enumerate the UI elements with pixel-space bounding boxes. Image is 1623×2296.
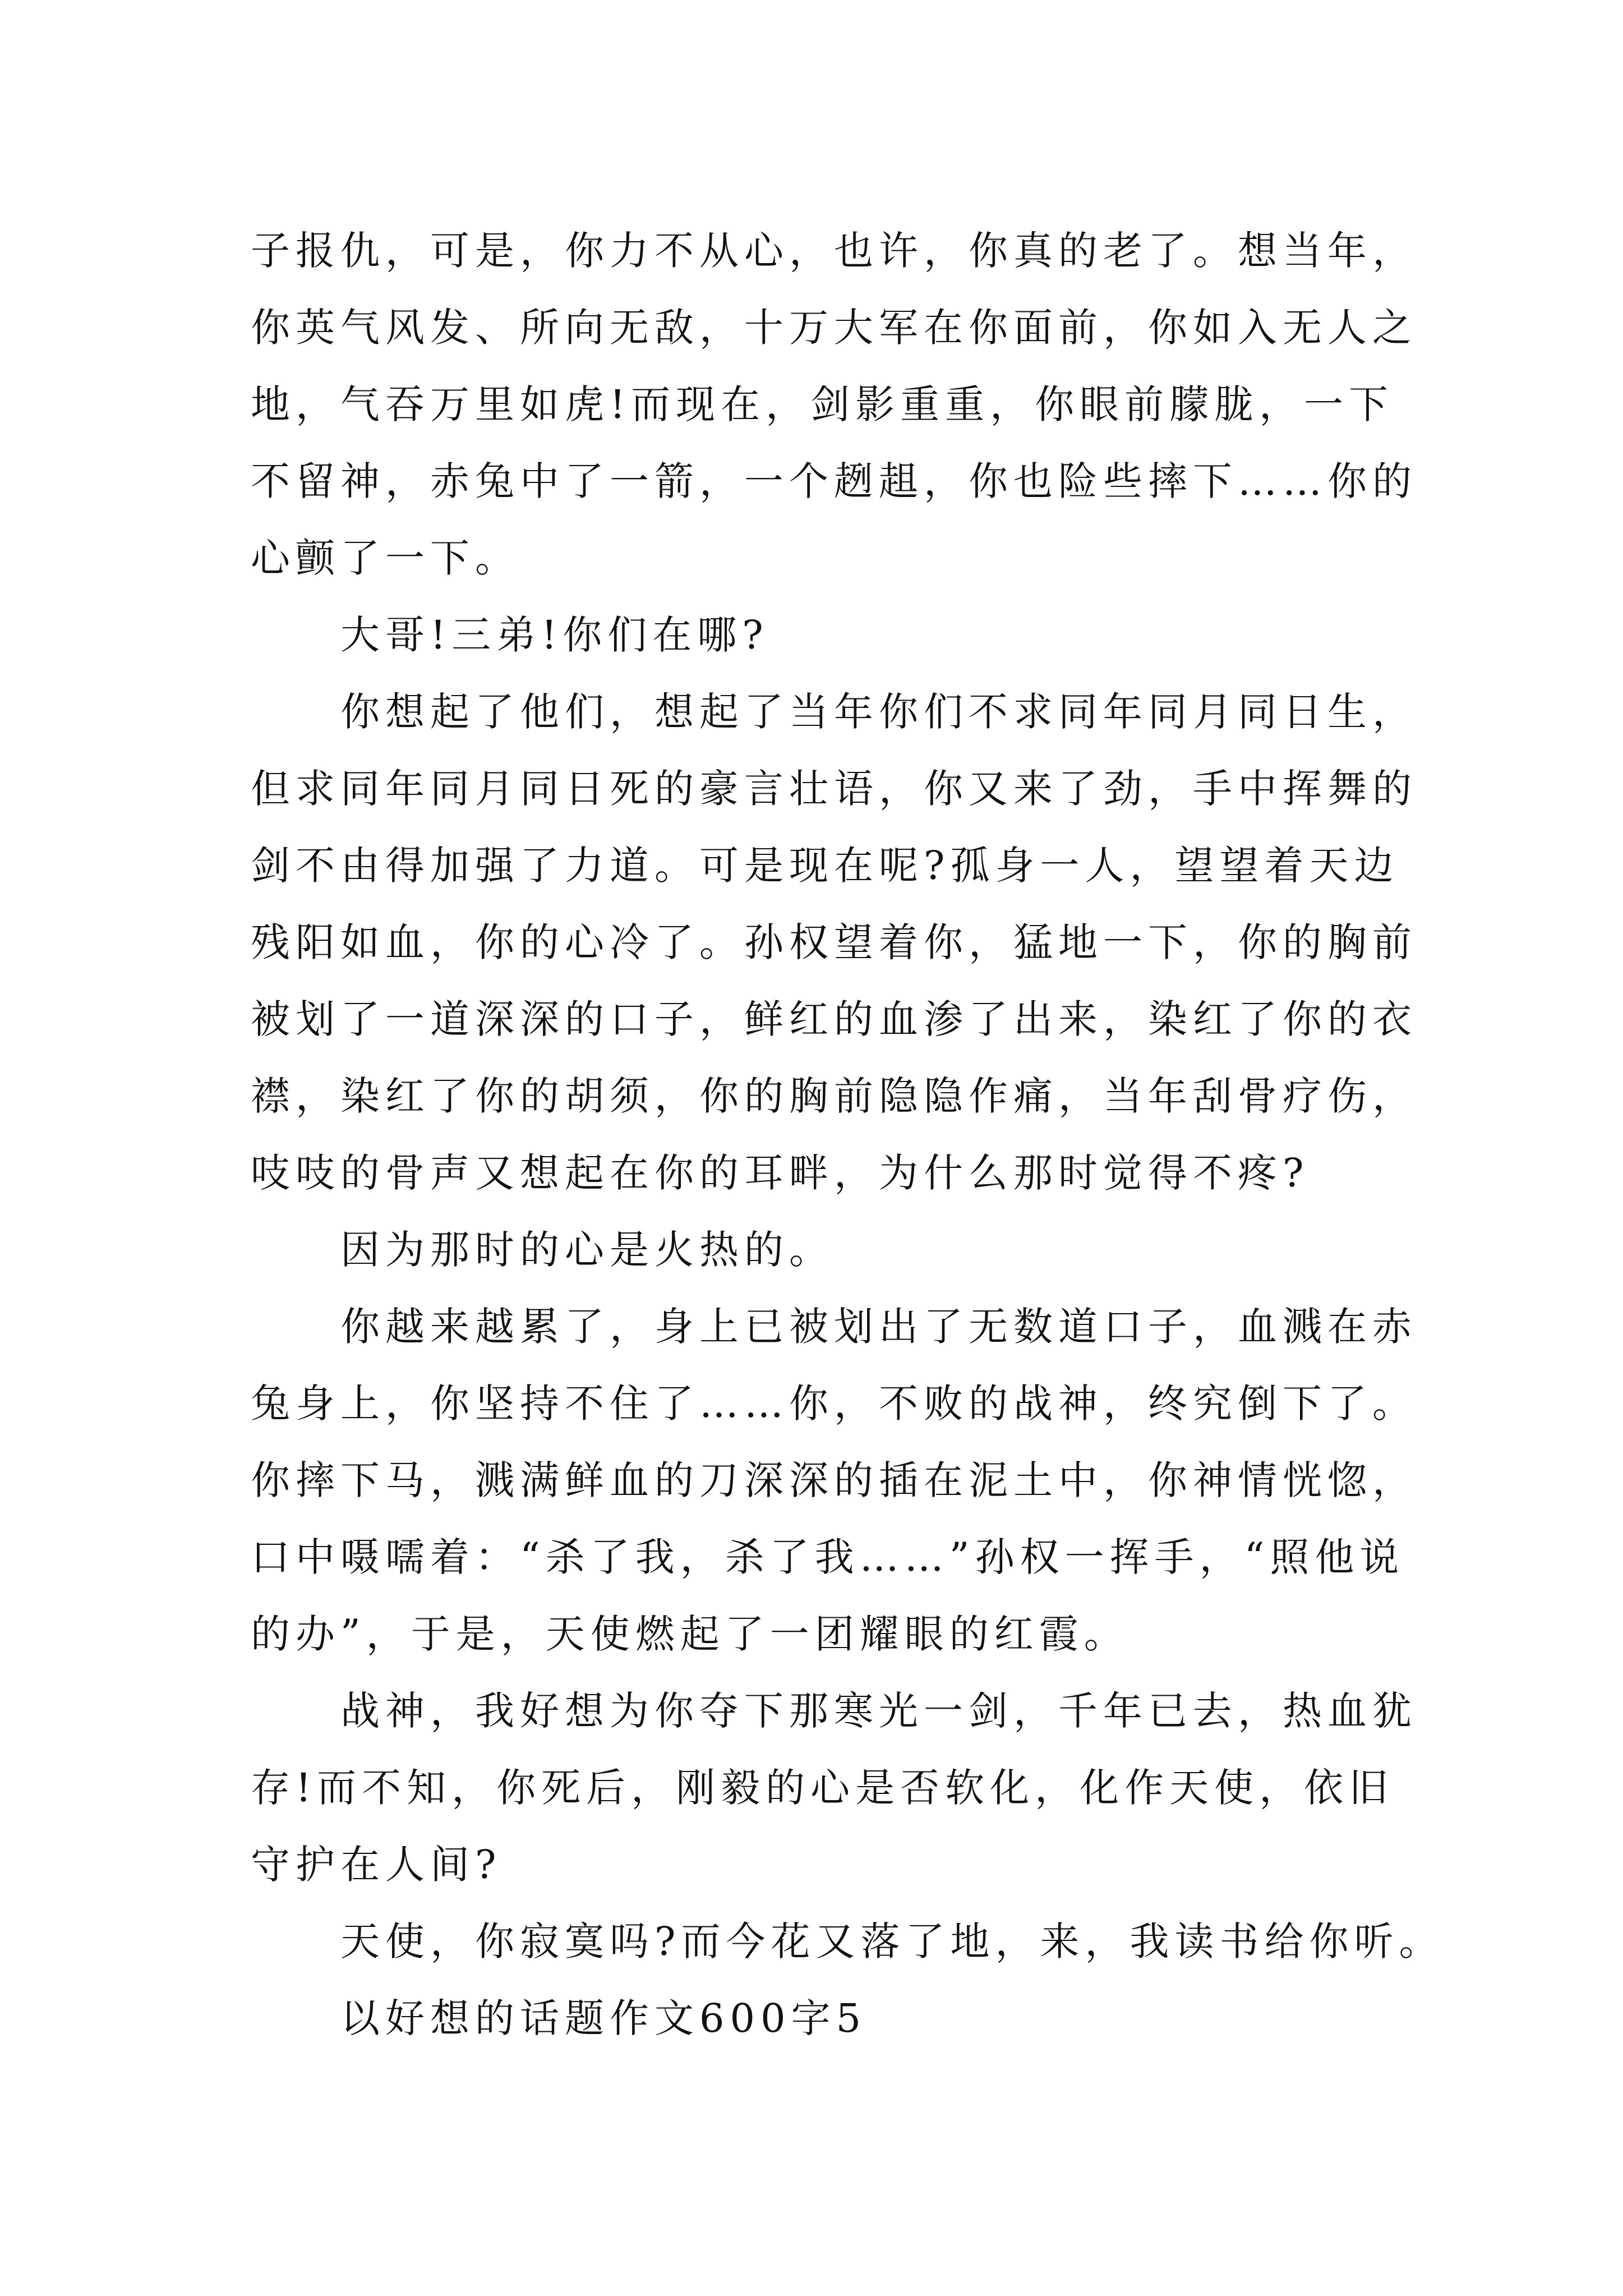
paragraph <box>251 213 1484 597</box>
text-line: 的办”，于是，天使燃起了一团耀眼的红霞。 <box>251 1611 1129 1657</box>
section-title: 以好想的话题作文600字5 <box>340 1995 867 2041</box>
text-line: 襟，染红了你的胡须，你的胸前隐隐作痛，当年刮骨疗伤， <box>251 1073 1417 1119</box>
text-line: 兔身上，你坚持不住了……你，不败的战神，终究倒下了。 <box>251 1381 1417 1427</box>
text-line: 口中嗫嚅着：“杀了我，杀了我……”孙权一挥手，“照他说 <box>251 1534 1405 1580</box>
text-line: 你越来越累了，身上已被划出了无数道口子，血溅在赤 <box>340 1304 1417 1350</box>
paragraph-heading <box>251 1980 1484 2057</box>
paragraph <box>251 1673 1484 1903</box>
text-line: 因为那时的心是火热的。 <box>340 1227 834 1273</box>
text-line: 但求同年同月同日死的豪言壮语，你又来了劲，手中挥舞的 <box>251 766 1417 812</box>
text-line: 剑不由得加强了力道。可是现在呢?孤身一人，望望着天边 <box>251 843 1399 889</box>
text-line: 大哥!三弟!你们在哪? <box>340 612 769 658</box>
paragraph <box>251 597 1484 674</box>
document-page <box>251 213 1484 2057</box>
paragraph <box>251 1289 1484 1673</box>
text-line: 你摔下马，溅满鲜血的刀深深的插在泥土中，你神情恍惚， <box>251 1457 1417 1503</box>
text-line: 吱吱的骨声又想起在你的耳畔，为什么那时觉得不疼? <box>251 1150 1310 1196</box>
text-line: 天使，你寂寞吗?而今花又落了地，来，我读书给你听。 <box>340 1918 1444 1964</box>
text-line: 不留神，赤兔中了一箭，一个趔趄，你也险些摔下……你的 <box>251 458 1417 504</box>
text-line: 存!而不知，你死后，刚毅的心是否软化，化作天使，依旧 <box>251 1765 1394 1811</box>
text-line: 你英气风发、所向无敌，十万大军在你面前，你如入无人之 <box>251 305 1417 351</box>
paragraph <box>251 674 1484 1212</box>
text-line: 战神，我好想为你夺下那寒光一剑，千年已去，热血犹 <box>340 1688 1417 1734</box>
text-line: 守护在人间? <box>251 1842 502 1888</box>
text-line: 残阳如血，你的心冷了。孙权望着你，猛地一下，你的胸前 <box>251 919 1417 965</box>
text-line: 心颤了一下。 <box>251 535 520 581</box>
text-line: 地，气吞万里如虎!而现在，剑影重重，你眼前朦胧，一下 <box>251 381 1394 427</box>
paragraph <box>251 1212 1484 1289</box>
text-line: 你想起了他们，想起了当年你们不求同年同月同日生， <box>340 689 1417 735</box>
paragraph <box>251 1903 1484 1980</box>
text-line: 子报仇，可是，你力不从心，也许，你真的老了。想当年， <box>251 228 1417 274</box>
text-line: 被划了一道深深的口子，鲜红的血渗了出来，染红了你的衣 <box>251 996 1417 1042</box>
